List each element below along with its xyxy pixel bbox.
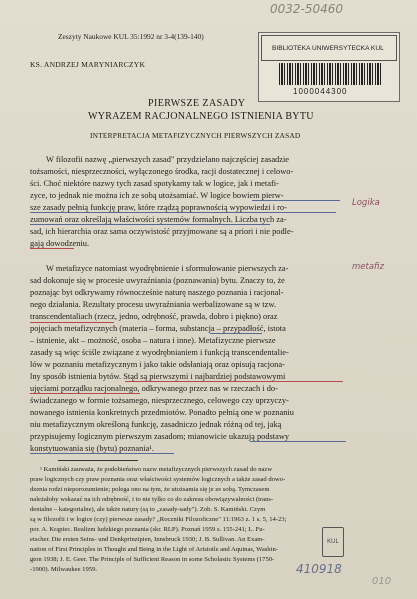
underline-mark — [252, 200, 340, 201]
footnote-line: są w filozofii i w logice (czy) pierwsze zasady? „Roczniki Filozoficzne" 11:1963 z. 1 s. 5, 14-23; — [30, 516, 287, 523]
underline-mark — [30, 224, 270, 225]
handwritten-number: 410918 — [296, 562, 342, 576]
footnote-line: por. A. Krąpiec. Realizm ludzkiego poznania (skr. RLP). Poznań 1959 s. 155-241; L. Fu- — [30, 526, 265, 533]
text-line: W filozofii nazwę „pierwszych zasad" przydzielano najczęściej zasadzie — [46, 155, 289, 164]
text-line: W metafizyce natomiast wyodrębnienie i sformułowanie pierwszych za- — [46, 264, 289, 273]
text-line: sze zasady pełnią funkcję praw, które rządzą poprawnością wypowiedzi i ro- — [30, 203, 287, 212]
underline-mark — [30, 453, 174, 454]
text-line: lów w poznaniu metafizycznym i jako takie odsłaniają oraz opisują racjona- — [30, 360, 285, 369]
author-name: KS. ANDRZEJ MARYNIARCZYK — [30, 60, 146, 69]
text-line: – istnienie, akt – możność, osoba – natura i inne). Metafizyczne pierwsze — [30, 336, 276, 345]
stamp-header-box — [261, 35, 397, 61]
subtitle: INTERPRETACJA METAFIZYCZNYCH PIERWSZYCH ZASAD — [90, 131, 301, 140]
text-line: ści. Choć niektóre nazwy tych zasad spotykamy tak w logice, jak i metafi- — [30, 179, 279, 188]
margin-note-logika: Logika — [352, 198, 380, 208]
footnote-line: należałoby wskazać na ich odrębność, i to nie tylko co do zakresu obowiązywalności (trans- — [30, 496, 274, 503]
library-name: BIBLIOTEKA UNIWERSYTECKA KUL — [272, 45, 384, 52]
text-line: transcendentaliach (rzecz, jedno, odrębność, prawda, dobro i piękno) oraz — [30, 312, 278, 321]
text-line: sad, ich hierarchia oraz sama oczywistość przyjmowane są a priori i nie podle- — [30, 227, 294, 236]
footnote-line: gton 1938; J. E. Geer. The Principle of Sufficient Reason in some Scholastic Systems (1750- — [30, 556, 275, 563]
text-line: sad dokonuje się w procesie uwyraźniania (poznawania) bytu. Znaczy to, że — [30, 276, 285, 285]
footnote-line: dentalne – kategorialne), ale także natury (są to „zasady-sady"). Zob. S. Kamiński. Czym — [30, 506, 266, 513]
text-line: poznając byt odkrywamy równocześnie naturę naszego poznania i racjonal- — [30, 288, 284, 297]
footnote-line: -1900). Milwaukee 1959. — [30, 566, 98, 573]
text-line: przypisujemy logicznym pierwszym zasadom; mianowicie ukazują podstawy — [30, 432, 290, 441]
footnote-line: ¹ Kamiński zauważa, że podobieństwo nazw metafizycznych pierwszych zasad do nazw — [40, 466, 273, 473]
underline-mark — [30, 322, 114, 323]
text-line: zyce, to jednak nie można ich ze sobą utożsamiać. W logice bowiem pierw- — [30, 191, 284, 200]
footnote-line: nation of First Principles in Thought and Being in the Light of Aristotle and Aquinas, Washin- — [30, 546, 278, 553]
text-line: pojęciach metafizycznych (materia – forma, substancja – przypadłość, istota — [30, 324, 286, 333]
barcode-icon — [279, 63, 383, 85]
underline-mark — [30, 212, 336, 213]
text-line: nego działania. Rezultaty procesu uwyraźniania werbalizowane są w tzw. — [30, 300, 276, 309]
text-line: lny sposób istnienia bytów. Stąd są pierwszymi i najbardziej podstawowymi — [30, 372, 286, 381]
underline-mark — [210, 333, 262, 334]
margin-note-metafiz: metafiz — [352, 262, 385, 272]
handwritten-call-number: 0032-50460 — [270, 2, 344, 16]
underline-mark — [30, 393, 140, 394]
title-line-1: PIERWSZE ZASADY — [148, 98, 246, 109]
text-line: niu metafizycznym określoną funkcję, zasadniczo jednak różną od tej, jaką — [30, 420, 282, 429]
text-line: ujęciami porządku racjonalnego, odkrywanego przez nas w rzeczach i do- — [30, 384, 278, 393]
text-line: nowanego istnienia konkretnych przedmiotów. Ponadto pełnią one w poznaniu — [30, 408, 294, 417]
handwritten-page-mark: 010 — [372, 576, 392, 587]
text-line: konstytuowania się (bytu) poznania¹. — [30, 444, 154, 453]
underline-mark — [125, 381, 343, 382]
footnote-line: praw logicznych czy praw poznania oraz właściwości systemów logicznych a także zasad dowo- — [30, 476, 286, 483]
library-barcode-stamp — [258, 32, 400, 102]
footnote-line: dzenia rodzi nieporozumienie; polega ono na tym, że utożsamia się je ze sobą. Tymczasem — [30, 486, 270, 493]
barcode-number: 1000044300 — [293, 87, 348, 96]
footnote-line: etscher. Die ersten Seins- und Denkprinzipien, Innsbruck 1930; J. B. Sullivan. An Exam- — [30, 536, 265, 543]
underline-mark — [30, 248, 74, 249]
text-line: świadczanego w formie tożsamego, niesprzecznego, celowego czy uprzyczy- — [30, 396, 289, 405]
kul-seal: KUL — [322, 527, 344, 557]
text-line: zasady są więc ściśle związane z wyodrębnianiem i funkcją transcendentalie- — [30, 348, 289, 357]
title-line-2: WYRAZEM RACJONALNEGO ISTNIENIA BYTU — [88, 111, 314, 122]
journal-reference: Zeszyty Naukowe KUL 35:1992 nr 3-4(139-140) — [58, 32, 204, 41]
text-line: zumowań oraz określają właściwości systemów formalnych. Liczba tych za- — [30, 215, 287, 224]
text-line: gają dowodzeniu. — [30, 239, 90, 248]
text-line: tożsamości, niesprzeczności, wyłączonego środka, racji dostatecznej i celowo- — [30, 167, 294, 176]
underline-mark — [250, 441, 346, 442]
footnote-divider — [58, 460, 138, 461]
